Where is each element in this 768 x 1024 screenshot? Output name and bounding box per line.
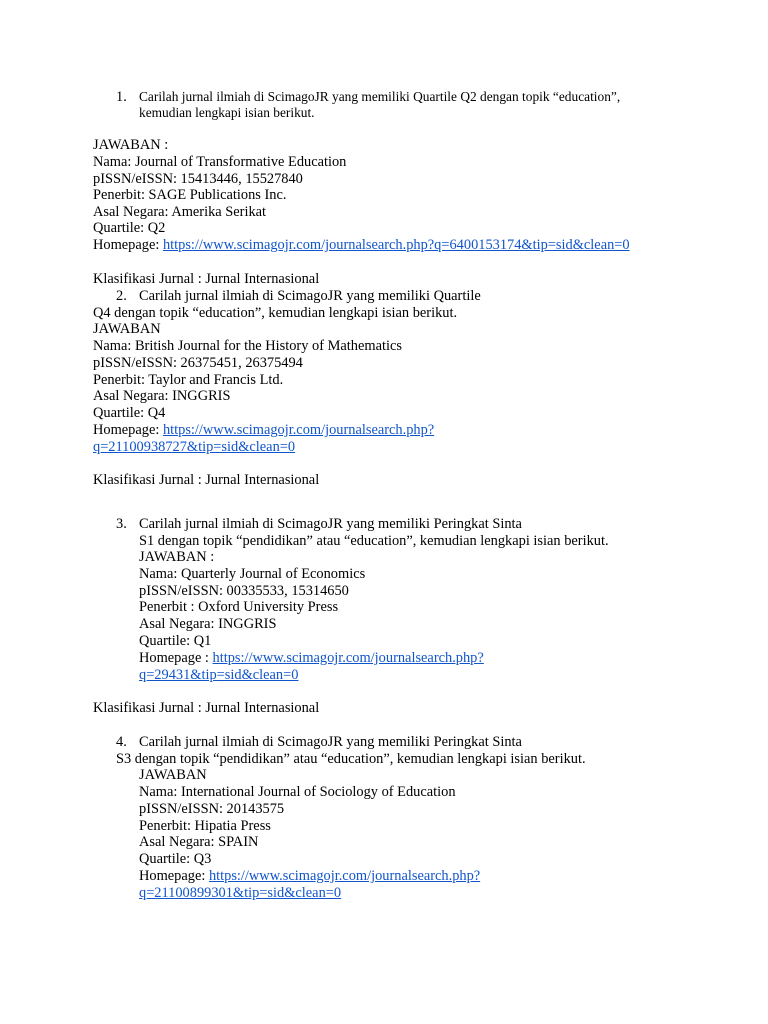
q2-homepage-link[interactable]: https://www.scimagojr.com/journalsearch.php? xyxy=(162,422,435,438)
q1-nama: Nama: Journal of Transformative Education xyxy=(93,154,347,170)
q1-quartile: Quartile: Q2 xyxy=(93,220,166,236)
q3-negara: Asal Negara: INGGRIS xyxy=(139,616,277,632)
q2-number: 2. xyxy=(116,288,127,304)
q4-homepage-cont xyxy=(139,885,341,902)
q1-question-line-2: kemudian lengkapi isian berikut. xyxy=(139,105,315,120)
q2-question-line-2: Q4 dengan topik “education”, kemudian lengkapi isian berikut. xyxy=(93,305,458,321)
q3-klasifikasi: Klasifikasi Jurnal : Jurnal Internasional xyxy=(93,700,320,716)
q4-question-line-1: Carilah jurnal ilmiah di ScimagoJR yang memiliki Peringkat Sinta xyxy=(139,734,522,750)
q1-homepage-link[interactable]: https://www.scimagojr.com/journalsearch.php?q=6400153174&tip=sid&clean=0 xyxy=(162,237,630,253)
q3-penerbit: Penerbit : Oxford University Press xyxy=(139,599,339,615)
q2-homepage-label: Homepage: xyxy=(93,422,163,438)
q2-klasifikasi: Klasifikasi Jurnal : Jurnal Internasional xyxy=(93,472,320,488)
q4-homepage xyxy=(139,868,480,885)
q3-issn: pISSN/eISSN: 00335533, 15314650 xyxy=(139,583,349,599)
q1-issn: pISSN/eISSN: 15413446, 15527840 xyxy=(93,171,303,187)
q3-homepage-link-cont[interactable]: q=29431&tip=sid&clean=0 xyxy=(139,667,299,683)
q4-quartile: Quartile: Q3 xyxy=(139,851,212,867)
q2-homepage-cont xyxy=(93,439,295,456)
q3-jawaban: JAWABAN : xyxy=(139,549,215,565)
q1-homepage xyxy=(93,237,630,254)
q1-penerbit: Penerbit: SAGE Publications Inc. xyxy=(93,187,287,203)
q3-homepage-label: Homepage : xyxy=(139,650,213,666)
q4-homepage-label: Homepage: xyxy=(139,868,209,884)
q2-homepage xyxy=(93,422,434,439)
q1-question-line-1: Carilah jurnal ilmiah di ScimagoJR yang memiliki Quartile Q2 dengan topik “education”, xyxy=(139,89,621,104)
q3-number: 3. xyxy=(116,516,127,532)
q4-question-line-2: S3 dengan topik “pendidikan” atau “education”, kemudian lengkapi isian berikut. xyxy=(116,751,586,767)
q4-nama: Nama: International Journal of Sociology of Education xyxy=(139,784,456,800)
q1-negara: Asal Negara: Amerika Serikat xyxy=(93,204,267,220)
q2-penerbit: Penerbit: Taylor and Francis Ltd. xyxy=(93,372,284,388)
q2-jawaban: JAWABAN xyxy=(93,321,161,337)
q1-homepage-label: Homepage: xyxy=(93,237,163,253)
q2-issn: pISSN/eISSN: 26375451, 26375494 xyxy=(93,355,303,371)
q2-negara: Asal Negara: INGGRIS xyxy=(93,388,231,404)
q4-number: 4. xyxy=(116,734,127,750)
q2-nama: Nama: British Journal for the History of Mathematics xyxy=(93,338,402,354)
q3-nama: Nama: Quarterly Journal of Economics xyxy=(139,566,366,582)
q4-jawaban: JAWABAN xyxy=(139,767,207,783)
q3-homepage-link[interactable]: https://www.scimagojr.com/journalsearch.php? xyxy=(212,650,484,666)
q3-homepage xyxy=(139,650,484,667)
q3-quartile: Quartile: Q1 xyxy=(139,633,212,649)
q4-negara: Asal Negara: SPAIN xyxy=(139,834,259,850)
q3-question-line-1: Carilah jurnal ilmiah di ScimagoJR yang memiliki Peringkat Sinta xyxy=(139,516,522,532)
q4-issn: pISSN/eISSN: 20143575 xyxy=(139,801,285,817)
q2-quartile: Quartile: Q4 xyxy=(93,405,166,421)
q3-question-line-2: S1 dengan topik “pendidikan” atau “education”, kemudian lengkapi isian berikut. xyxy=(139,533,609,549)
q4-penerbit: Penerbit: Hipatia Press xyxy=(139,818,271,834)
q4-homepage-link-cont[interactable]: q=21100899301&tip=sid&clean=0 xyxy=(139,885,342,901)
q1-klasifikasi: Klasifikasi Jurnal : Jurnal Internasional xyxy=(93,271,320,287)
q1-number: 1. xyxy=(116,89,127,105)
q1-jawaban: JAWABAN : xyxy=(93,137,169,153)
q2-question-line-1: Carilah jurnal ilmiah di ScimagoJR yang memiliki Quartile xyxy=(139,288,481,304)
q3-homepage-cont xyxy=(139,667,298,684)
q2-homepage-link-cont[interactable]: q=21100938727&tip=sid&clean=0 xyxy=(93,439,296,455)
q4-homepage-link[interactable]: https://www.scimagojr.com/journalsearch.php? xyxy=(208,868,481,884)
